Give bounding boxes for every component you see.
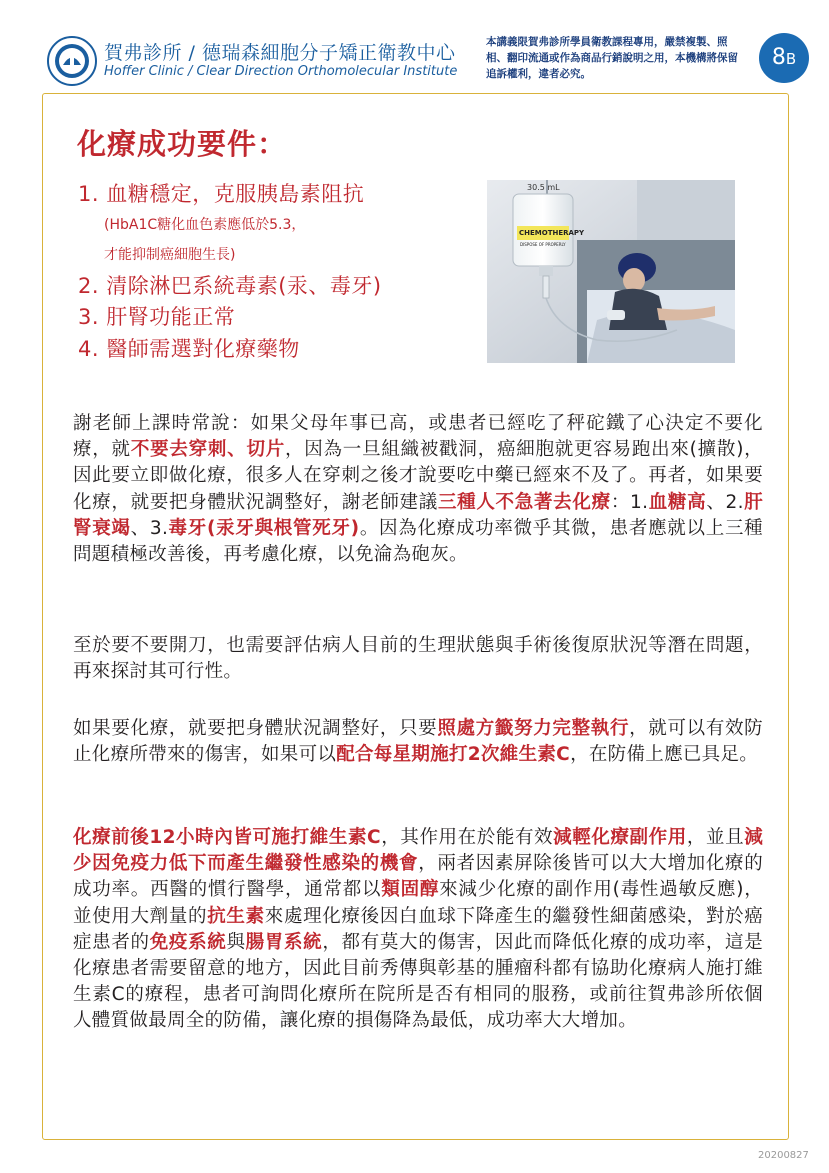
copyright-notice: 本講義限賀弗診所學員衛教課程專用，嚴禁複製、照相、翻印流通或作為商品行銷說明之用，本機構將保留追訴權利，違者必究。 xyxy=(486,36,738,80)
p4-highlight-reduce-infection: 減少因免疫力低下而產生繼發性感染的機會 xyxy=(73,827,763,875)
p4-highlight-immune-system: 免疫系統 xyxy=(149,931,227,953)
p1-text-3: ：1. xyxy=(610,491,649,513)
page-header xyxy=(0,0,829,95)
p1-highlight-separator: 、 xyxy=(227,439,247,461)
p1-highlight-high-blood-sugar: 血糖高 xyxy=(648,491,707,513)
p4-text-3: ，兩者因素屏除後皆可以大大增加化療的成功率。西醫的慣行醫學，通常都以 xyxy=(73,853,763,901)
requirement-4: 4. 醫師需選對化療藥物 xyxy=(78,337,300,361)
requirement-3: 3. 肝腎功能正常 xyxy=(78,305,236,329)
p3-highlight-vitamin-c: 配合每星期施打2次維生素C xyxy=(336,744,571,766)
requirement-2: 2. 清除淋巴系統毒素(汞、毒牙) xyxy=(78,274,382,298)
page-number-badge xyxy=(759,33,809,83)
p1-highlight-toxic-teeth: 毒牙(汞牙與根管死牙) xyxy=(168,517,360,539)
p4-text-4: 來減少化療的副作用(毒性過敏反應)，並使用大劑量的 xyxy=(73,879,763,927)
p4-highlight-steroids: 類固醇 xyxy=(381,879,440,901)
requirement-1: 1. 血糖穩定，克服胰島素阻抗 xyxy=(78,182,365,206)
p4-highlight-antibiotics: 抗生素 xyxy=(207,905,265,927)
p4-text-5: 來處理化療後因白血球下降產生的繼發性細菌感染，對於癌症患者的 xyxy=(73,905,763,953)
p3-text-2: ，就可以有效防止化療所帶來的傷害，如果可以 xyxy=(73,718,763,766)
p1-text-1: 謝老師上課時常說：如果父母年事已高，或患者已經吃了秤砣鐵了心決定不要化療，就 xyxy=(73,413,763,461)
p4-highlight-digestive-system: 腸胃系統 xyxy=(245,931,323,953)
p3-text-1: 如果要化療，就要把身體狀況調整好，只要 xyxy=(73,718,438,739)
p1-text-5: 、3. xyxy=(130,517,169,539)
p4-text-2: ，並且 xyxy=(686,827,745,848)
p4-text-6: 與 xyxy=(226,931,246,953)
p4-highlight-12-hours: 化療前後12小時內皆可施打維生素C xyxy=(73,827,381,848)
bag-chemo-sublabel: DISPOSE OF PROPERLY xyxy=(520,242,566,247)
p1-text-2: ，因為一旦組織被戳洞，癌細胞就更容易跑出來(擴散)，因此要立即做化療，很多人在穿刺之後才說要吃中藥已經來不及了。再者，如果要化療，就要把身體狀況調整好，謝老師建議 xyxy=(73,439,763,513)
page-number: 8 xyxy=(771,45,786,70)
paragraph-teacher-advice xyxy=(73,411,763,568)
requirement-1-note-line-1: (HbA1C糖化血色素應低於5.3， xyxy=(104,217,306,233)
p1-text-6: 。因為化療成功率微乎其微，患者應就以上三種問題積極改善後，再考慮化療，以免淪為砲灰。 xyxy=(73,517,763,566)
bag-volume-label: 30.5 mL xyxy=(527,183,560,192)
paragraph-surgery: 至於要不要開刀，也需要評估病人目前的生理狀態與手術後復原狀況等潛在問題，再來探討其可行性。 xyxy=(73,635,763,683)
p1-highlight-kidney-failure: 肝腎衰竭 xyxy=(73,491,763,539)
bag-chemo-label: CHEMOTHERAPY xyxy=(519,229,585,237)
p1-highlight-three-types: 三種人不急著去化療 xyxy=(437,491,611,513)
clinic-logo xyxy=(47,36,97,86)
clinic-name-chinese: 賀弗診所 / 德瑞森細胞分子矯正衛教中心 xyxy=(104,42,456,64)
p4-text-7: ，都有莫大的傷害，因此而降低化療的成功率，這是化療患者需要留意的地方，因此目前秀傳與彰基的腫瘤科都有協助化療病人施打維生素C的療程，患者可詢問化療所在院所是否有相同的服務，或前往賀弗診所依個人體質做最周全的防備，讓化療的損傷降為最低，成功率大大增加。 xyxy=(73,931,764,1032)
p1-text-4: 、2. xyxy=(706,491,744,513)
p1-highlight-no-puncture: 不要去穿刺 xyxy=(130,439,228,461)
p4-highlight-reduce-side-effects: 減輕化療副作用 xyxy=(553,827,687,848)
p4-text-1: ，其作用在於能有效 xyxy=(380,827,554,848)
p1-highlight-biopsy: 切片 xyxy=(246,439,285,461)
clinic-name-english: Hoffer Clinic / Clear Direction Orthomolecular Institute xyxy=(104,64,458,79)
paragraph-vitamin-c xyxy=(73,825,763,1035)
paragraph-prescription xyxy=(73,716,763,768)
document-date: 20200827 xyxy=(758,1150,809,1161)
p3-text-3: ，在防備上應已具足。 xyxy=(570,744,759,766)
page-suffix: B xyxy=(785,50,797,68)
chemotherapy-photo xyxy=(487,180,735,363)
p3-highlight-prescription: 照處方籤努力完整執行 xyxy=(437,718,630,739)
page-title: 化療成功要件： xyxy=(77,127,288,161)
requirement-1-note-line-2: 才能抑制癌細胞生長) xyxy=(104,247,236,263)
